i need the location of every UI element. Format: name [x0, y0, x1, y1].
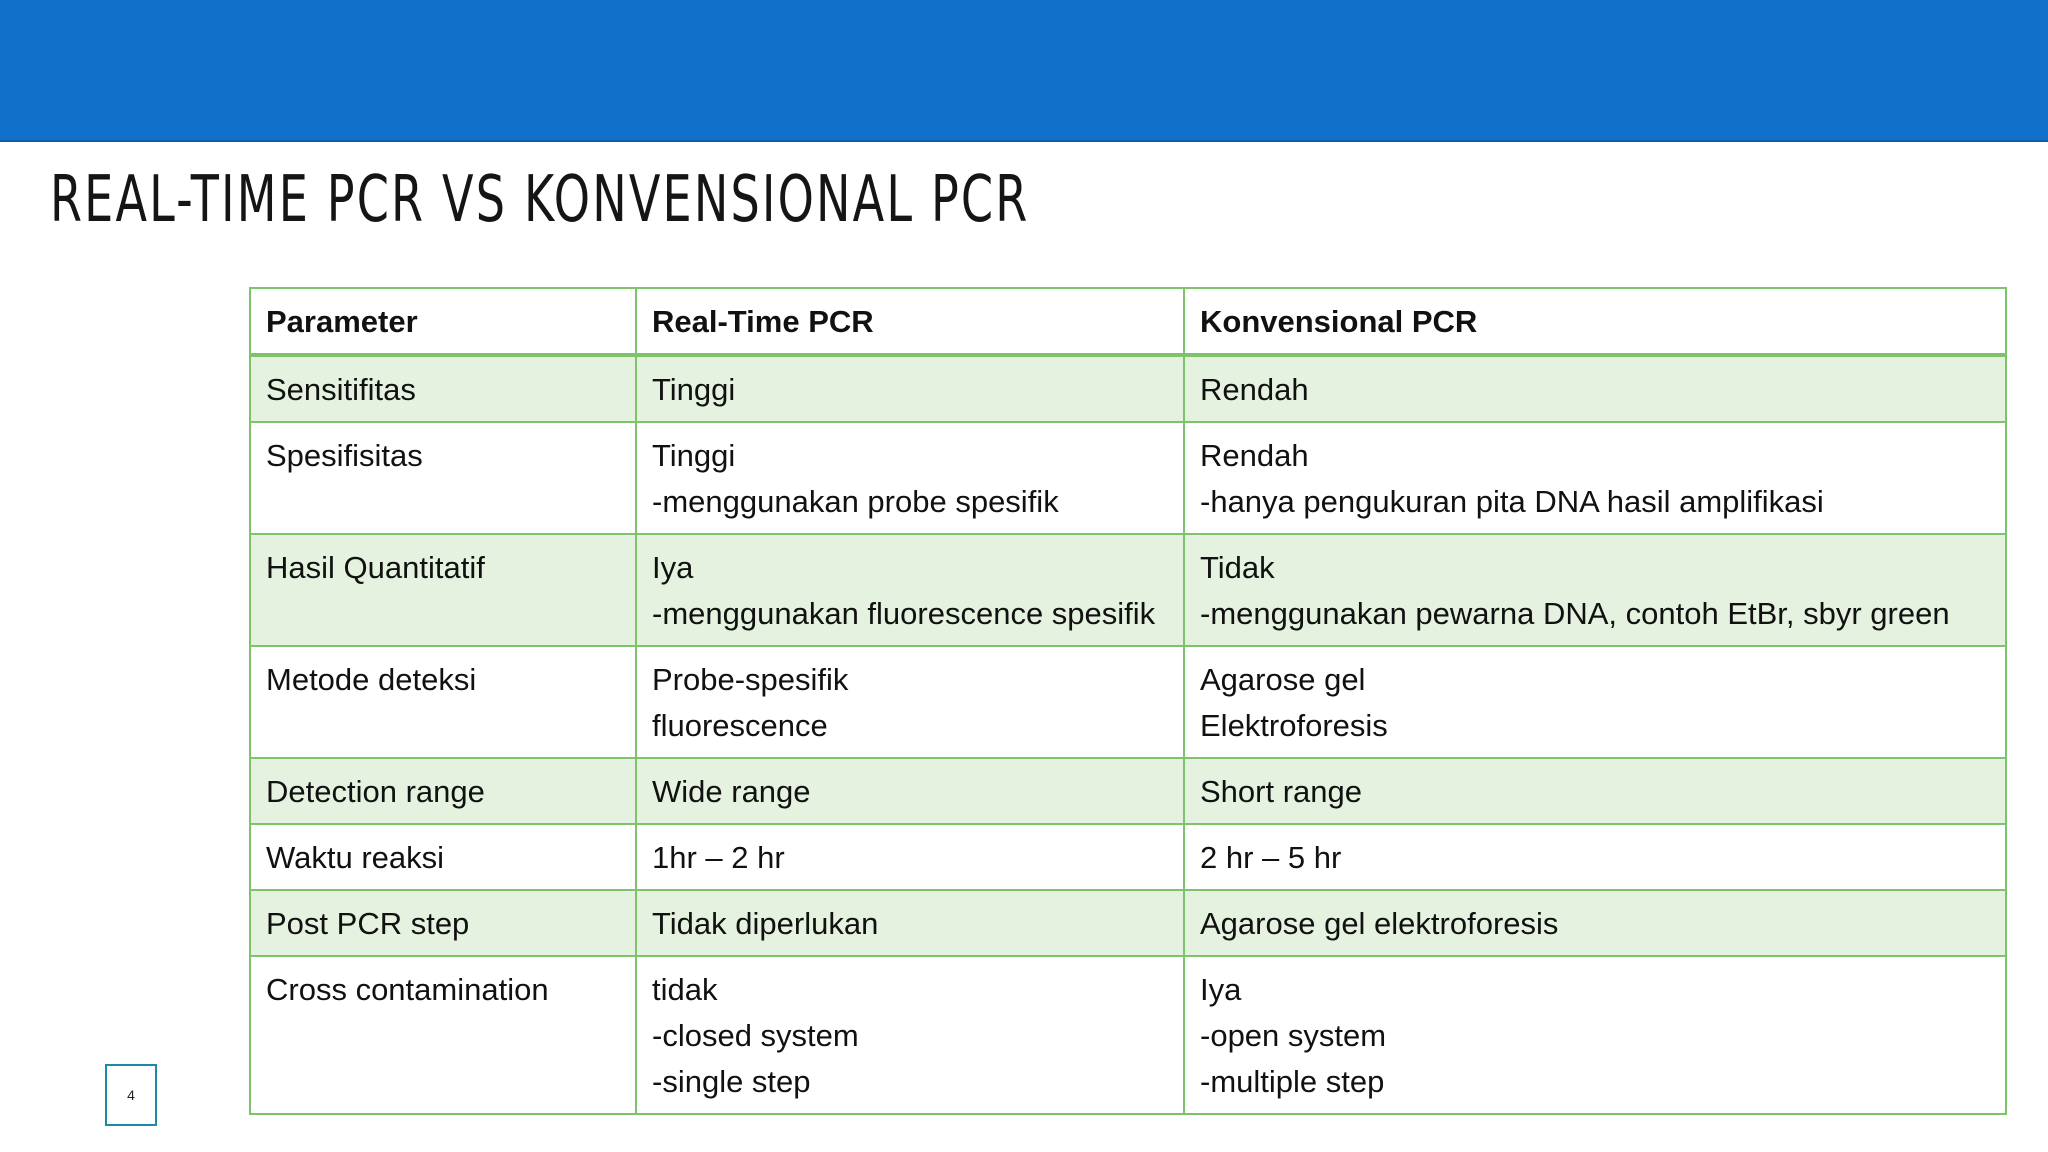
cell-line: -menggunakan probe spesifik [652, 484, 1059, 519]
parameter-cell: Hasil Quantitatif [250, 534, 636, 646]
cell-line: Rendah [1200, 372, 1309, 407]
table-row [250, 646, 2006, 758]
real-time-cell [636, 956, 1184, 1114]
comparison-table-container [249, 287, 2007, 1115]
cell-line: Tidak diperlukan [652, 906, 879, 941]
cell-line: Tidak [1200, 550, 1275, 585]
cell-line: 1hr – 2 hr [652, 840, 785, 875]
cell-line: Probe-spesifik [652, 662, 849, 697]
table-row [250, 534, 2006, 646]
table-row [250, 355, 2006, 422]
parameter-cell: Spesifisitas [250, 422, 636, 534]
table-row [250, 824, 2006, 890]
page-number-box: 4 [105, 1064, 157, 1126]
real-time-cell [636, 534, 1184, 646]
cell-line: -closed system [652, 1018, 859, 1053]
header-real-time-pcr: Real-Time PCR [636, 288, 1184, 355]
cell-line: Wide range [652, 774, 811, 809]
comparison-table [249, 287, 2007, 1115]
cell-line: Iya [1200, 972, 1242, 1007]
konvensional-cell [1184, 422, 2006, 534]
table-header-row [250, 288, 2006, 355]
cell-line: Tinggi [652, 372, 736, 407]
cell-line: Agarose gel elektroforesis [1200, 906, 1559, 941]
table-row [250, 956, 2006, 1114]
cell-line: 2 hr – 5 hr [1200, 840, 1342, 875]
cell-line: Elektroforesis [1200, 708, 1388, 743]
real-time-cell [636, 422, 1184, 534]
cell-line: Short range [1200, 774, 1362, 809]
parameter-cell: Cross contamination [250, 956, 636, 1114]
cell-line: -single step [652, 1064, 811, 1099]
parameter-cell: Detection range [250, 758, 636, 824]
cell-line: -menggunakan pewarna DNA, contoh EtBr, sbyr green [1200, 596, 1950, 631]
konvensional-cell [1184, 890, 2006, 956]
cell-line: -open system [1200, 1018, 1387, 1053]
cell-line: Rendah [1200, 438, 1309, 473]
konvensional-cell [1184, 534, 2006, 646]
real-time-cell [636, 824, 1184, 890]
cell-line: Tinggi [652, 438, 736, 473]
cell-line: Iya [652, 550, 694, 585]
table-row [250, 890, 2006, 956]
real-time-cell [636, 355, 1184, 422]
parameter-cell: Post PCR step [250, 890, 636, 956]
header-konvensional-pcr: Konvensional PCR [1184, 288, 2006, 355]
table-row [250, 422, 2006, 534]
parameter-cell: Metode deteksi [250, 646, 636, 758]
konvensional-cell [1184, 758, 2006, 824]
konvensional-cell [1184, 646, 2006, 758]
cell-line: -multiple step [1200, 1064, 1385, 1099]
table-row [250, 758, 2006, 824]
top-banner [0, 0, 2048, 142]
parameter-cell: Sensitifitas [250, 355, 636, 422]
konvensional-cell [1184, 956, 2006, 1114]
slide-title: REAL-TIME PCR VS KONVENSIONAL PCR [50, 163, 1030, 237]
real-time-cell [636, 890, 1184, 956]
cell-line: -menggunakan fluorescence spesifik [652, 596, 1156, 631]
real-time-cell [636, 758, 1184, 824]
konvensional-cell [1184, 355, 2006, 422]
cell-line: Agarose gel [1200, 662, 1366, 697]
cell-line: -hanya pengukuran pita DNA hasil amplifikasi [1200, 484, 1824, 519]
konvensional-cell [1184, 824, 2006, 890]
cell-line: tidak [652, 972, 718, 1007]
real-time-cell [636, 646, 1184, 758]
parameter-cell: Waktu reaksi [250, 824, 636, 890]
header-parameter: Parameter [250, 288, 636, 355]
cell-line: fluorescence [652, 708, 828, 743]
